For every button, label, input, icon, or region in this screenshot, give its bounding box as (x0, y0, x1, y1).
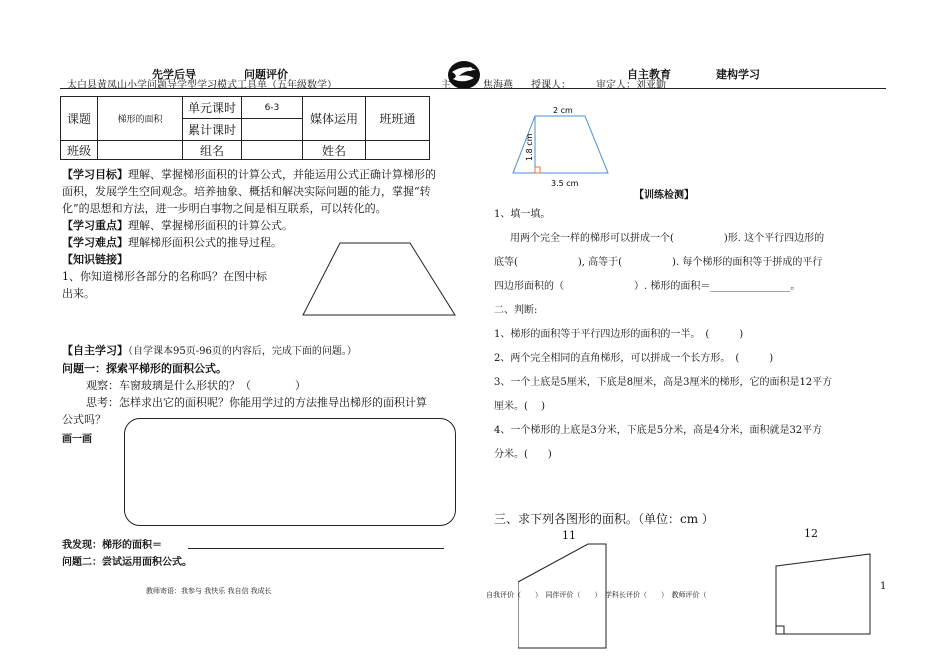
difficulty-text: 理解梯形面积公式的推导过程。 (128, 236, 282, 249)
motto-left-2: 问题评价 (244, 68, 288, 81)
judge-4b: 分米。( ) (494, 449, 552, 460)
s1-line1: 用两个完全一样的梯形可以拼成一个( )形. 这个平行四边形的 (510, 233, 825, 244)
training-label: 【训练检测】 (634, 190, 694, 201)
header-rule (60, 88, 886, 89)
judge-3a: 3、一个上底是5厘米，下底是8厘米，高是3厘米的梯形，它的面积是12平方 (494, 377, 833, 388)
cum-hours-label: 累计课时 (183, 119, 242, 141)
goals-text-2: 面积，发展学生空间观念。培养抽象、概括和解决实际问题的能力，掌握“转 (62, 185, 431, 198)
topic-value: 梯形的面积 (98, 97, 183, 141)
fig1-height: 1.8 cm (525, 133, 534, 161)
fig1-bottom: 3.5 cm (551, 179, 579, 188)
self-label: 【自主学习】 (62, 344, 128, 357)
think-1: 思考：怎样求出它的面积呢？你能用学过的方法推导出梯形的面积计算 (86, 396, 427, 409)
reviewer: 审定人：刘亚勤 (596, 80, 666, 91)
judge-3b: 厘米。( ) (494, 401, 545, 412)
focus-text: 理解、掌握梯形面积的计算公式。 (128, 219, 293, 232)
discover-blank[interactable] (188, 548, 444, 549)
cum-hours-value[interactable] (242, 119, 303, 141)
self-study-block (62, 342, 462, 428)
self-text: （自学课本95页-96页的内容后，完成下面的问题。） (128, 346, 357, 357)
class-label: 班级 (61, 141, 98, 160)
trapezoid-figure (300, 240, 460, 320)
evaluations: 自我评价（ ） 同伴评价（ ） 学科长评价（ ） 教师评价（ (486, 591, 707, 599)
motto-right-1: 自主教育 (627, 68, 671, 81)
group-label: 组名 (183, 141, 242, 160)
think-2: 公式吗？ (62, 413, 106, 426)
topic-label: 课题 (61, 97, 98, 141)
teacher-words: 教师寄语：我参与 我快乐 我自信 我成长 (146, 587, 272, 595)
focus-label: 【学习重点】 (62, 219, 128, 232)
discover: 我发现：梯形的面积＝ (62, 540, 162, 551)
motto-left-1: 先学后导 (152, 68, 196, 81)
exercise-block (494, 203, 890, 467)
unit-hours-label: 单元课时 (183, 97, 242, 119)
difficulty-label: 【学习难点】 (62, 236, 128, 249)
info-table (60, 96, 430, 160)
name-label: 姓名 (303, 141, 366, 160)
problem1: 问题一：探索平梯形的面积公式。 (62, 362, 227, 375)
judge-2: 2、两个完全相同的直角梯形，可以拼成一个长方形。 ( ) (494, 353, 774, 364)
goals-label: 【学习目标】 (62, 168, 128, 181)
s2-title: 二、判断: (494, 305, 538, 316)
s1-line3: 四边形面积的（ ）. 梯形的面积＝________________。 (494, 281, 801, 292)
judge-1: 1、梯形的面积等于平行四边形的面积的一半。 ( ) (494, 329, 744, 340)
media-label: 媒体运用 (303, 97, 366, 141)
s3-title: 三、求下列各图形的面积。（单位：cm ） (494, 512, 714, 526)
problem2: 问题二：尝试运用面积公式。 (62, 557, 192, 568)
observe: 观察：车窗玻璃是什么形状的？（ ） (86, 379, 306, 392)
group-value[interactable] (242, 141, 303, 160)
goals-text-1: 理解、掌握梯形面积的计算公式，并能运用公式正确计算梯形的 (128, 168, 436, 181)
link-q1-b: 出来。 (62, 287, 95, 300)
s1-title: 1、填一填。 (494, 209, 551, 220)
media-value: 班班通 (366, 97, 430, 141)
fig3-label: 12 (804, 527, 818, 540)
labeled-trapezoid (505, 104, 615, 194)
header-zhu: 主 (441, 80, 451, 91)
school-line: 太白县黄凤山小学问题导学型学习模式工具单（五年级数学） (67, 80, 337, 91)
judge-4a: 4、一个梯形的上底是3分米，下底是5分米，高是4分米，面积就是32平方 (494, 425, 823, 436)
right-trapezoid-figure (774, 552, 874, 636)
unit-hours-value: 6-3 (242, 97, 303, 119)
goals-text-3: 化”的思想和方法，进一步明白事物之间是相互联系，可以转化的。 (62, 202, 387, 215)
fig3-side: 1 (880, 581, 887, 592)
draw-label: 画一画 (62, 434, 92, 445)
class-value[interactable] (98, 141, 183, 160)
lecturer-label: 授课人： (531, 80, 571, 91)
fig1-top: 2 cm (553, 106, 573, 115)
draw-area[interactable] (124, 418, 456, 526)
fig2-label: 11 (562, 529, 576, 542)
s1-line2: 底等( ), 高等于( ). 每个梯形的面积等于拼成的平行 (494, 257, 823, 268)
link-q1-a: 1、你知道梯形各部分的名称吗？在图中标 (62, 270, 267, 283)
teacher-name: 焦海燕 (483, 80, 513, 91)
name-value[interactable] (366, 141, 430, 160)
motto-right-2: 建构学习 (716, 68, 760, 81)
school-logo (447, 60, 481, 90)
link-label: 【知识链接】 (62, 253, 128, 266)
